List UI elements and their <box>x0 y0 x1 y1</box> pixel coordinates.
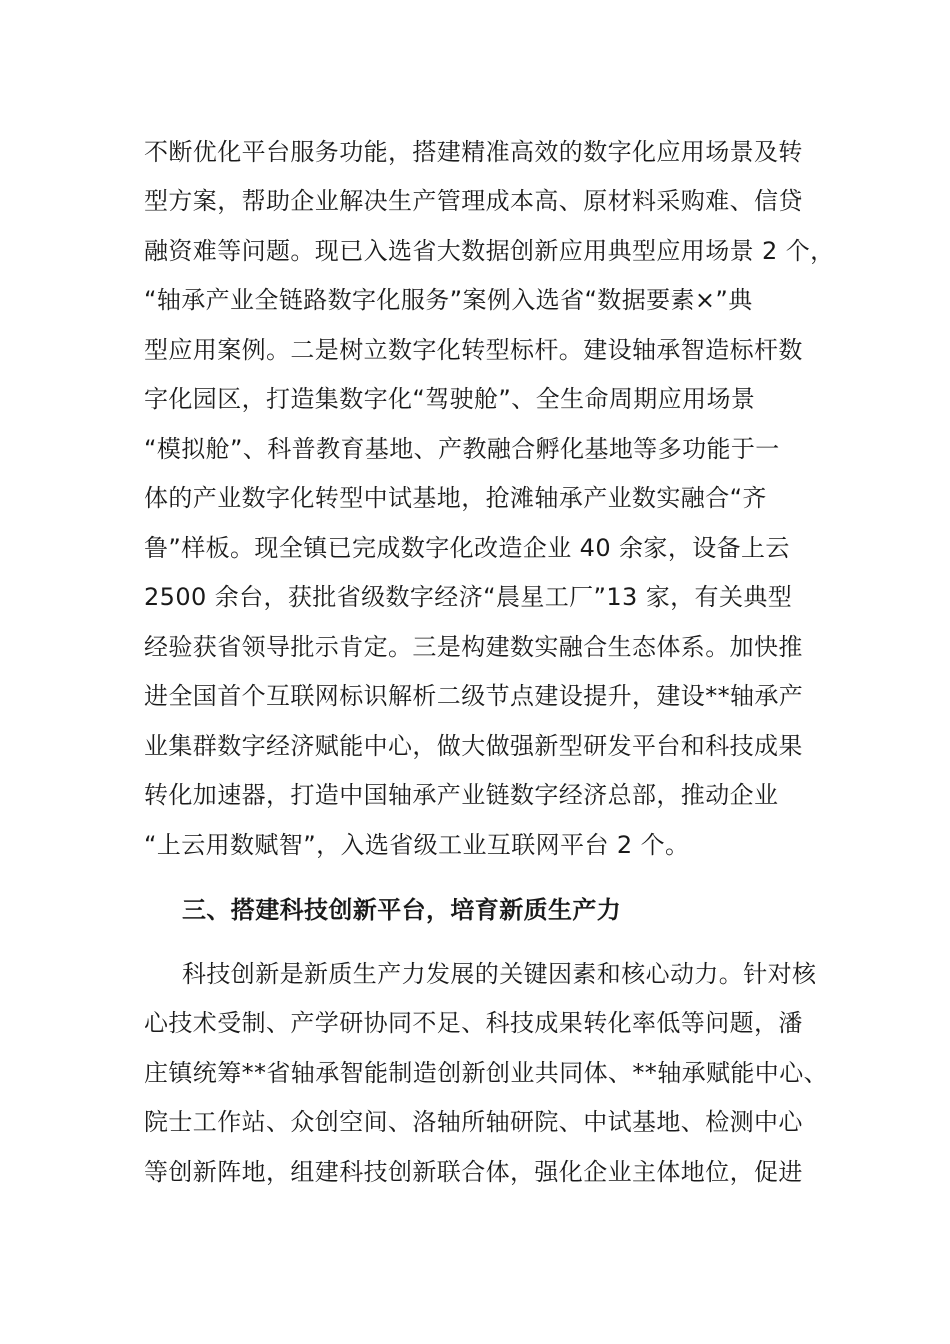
paragraph-2-line-1: 科技创新是新质生产力发展的关键因素和核心动力。针对核 <box>182 960 817 988</box>
paragraph-1-line-5: 型应用案例。二是树立数字化转型标杆。建设轴承智造标杆数 <box>144 336 803 364</box>
paragraph-2-line-4: 院士工作站、众创空间、洛轴所轴研院、中试基地、检测中心 <box>144 1108 803 1136</box>
paragraph-1-line-1: 不断优化平台服务功能，搭建精准高效的数字化应用场景及转 <box>144 138 803 166</box>
paragraph-2-line-3: 庄镇统筹**省轴承智能制造创新创业共同体、**轴承赋能中心、 <box>144 1059 828 1087</box>
paragraph-1-line-7: “模拟舱”、科普教育基地、产教融合孵化基地等多功能于一 <box>144 435 780 463</box>
paragraph-1-line-8: 体的产业数字化转型中试基地，抢滩轴承产业数实融合“齐 <box>144 484 767 512</box>
paragraph-1-line-10: 2500 余台，获批省级数字经济“晨星工厂”13 家，有关典型 <box>144 583 793 611</box>
paragraph-1-line-12: 进全国首个互联网标识解析二级节点建设提升，建设**轴承产 <box>144 682 804 710</box>
paragraph-1-line-2: 型方案，帮助企业解决生产管理成本高、原材料采购难、信贷 <box>144 187 803 215</box>
section-heading: 三、搭建科技创新平台，培育新质生产力 <box>182 896 622 924</box>
paragraph-1-line-6: 字化园区，打造集数字化“驾驶舱”、全生命周期应用场景 <box>144 385 756 413</box>
paragraph-1-line-9: 鲁”样板。现全镇已完成数字化改造企业 40 余家，设备上云 <box>144 534 790 562</box>
paragraph-2-line-2: 心技术受制、产学研协同不足、科技成果转化率低等问题，潘 <box>144 1009 803 1037</box>
paragraph-1-line-15: “上云用数赋智”，入选省级工业互联网平台 2 个。 <box>144 831 690 859</box>
paragraph-1-line-14: 转化加速器，打造中国轴承产业链数字经济总部，推动企业 <box>144 781 779 809</box>
paragraph-1-line-11: 经验获省领导批示肯定。三是构建数实融合生态体系。加快推 <box>144 633 803 661</box>
paragraph-1-line-13: 业集群数字经济赋能中心，做大做强新型研发平台和科技成果 <box>144 732 803 760</box>
paragraph-2-line-5: 等创新阵地，组建科技创新联合体，强化企业主体地位，促进 <box>144 1158 803 1186</box>
paragraph-1-line-4: “轴承产业全链路数字化服务”案例入选省“数据要素×”典 <box>144 286 753 314</box>
paragraph-1-line-3: 融资难等问题。现已入选省大数据创新应用典型应用场景 2 个， <box>144 237 835 265</box>
